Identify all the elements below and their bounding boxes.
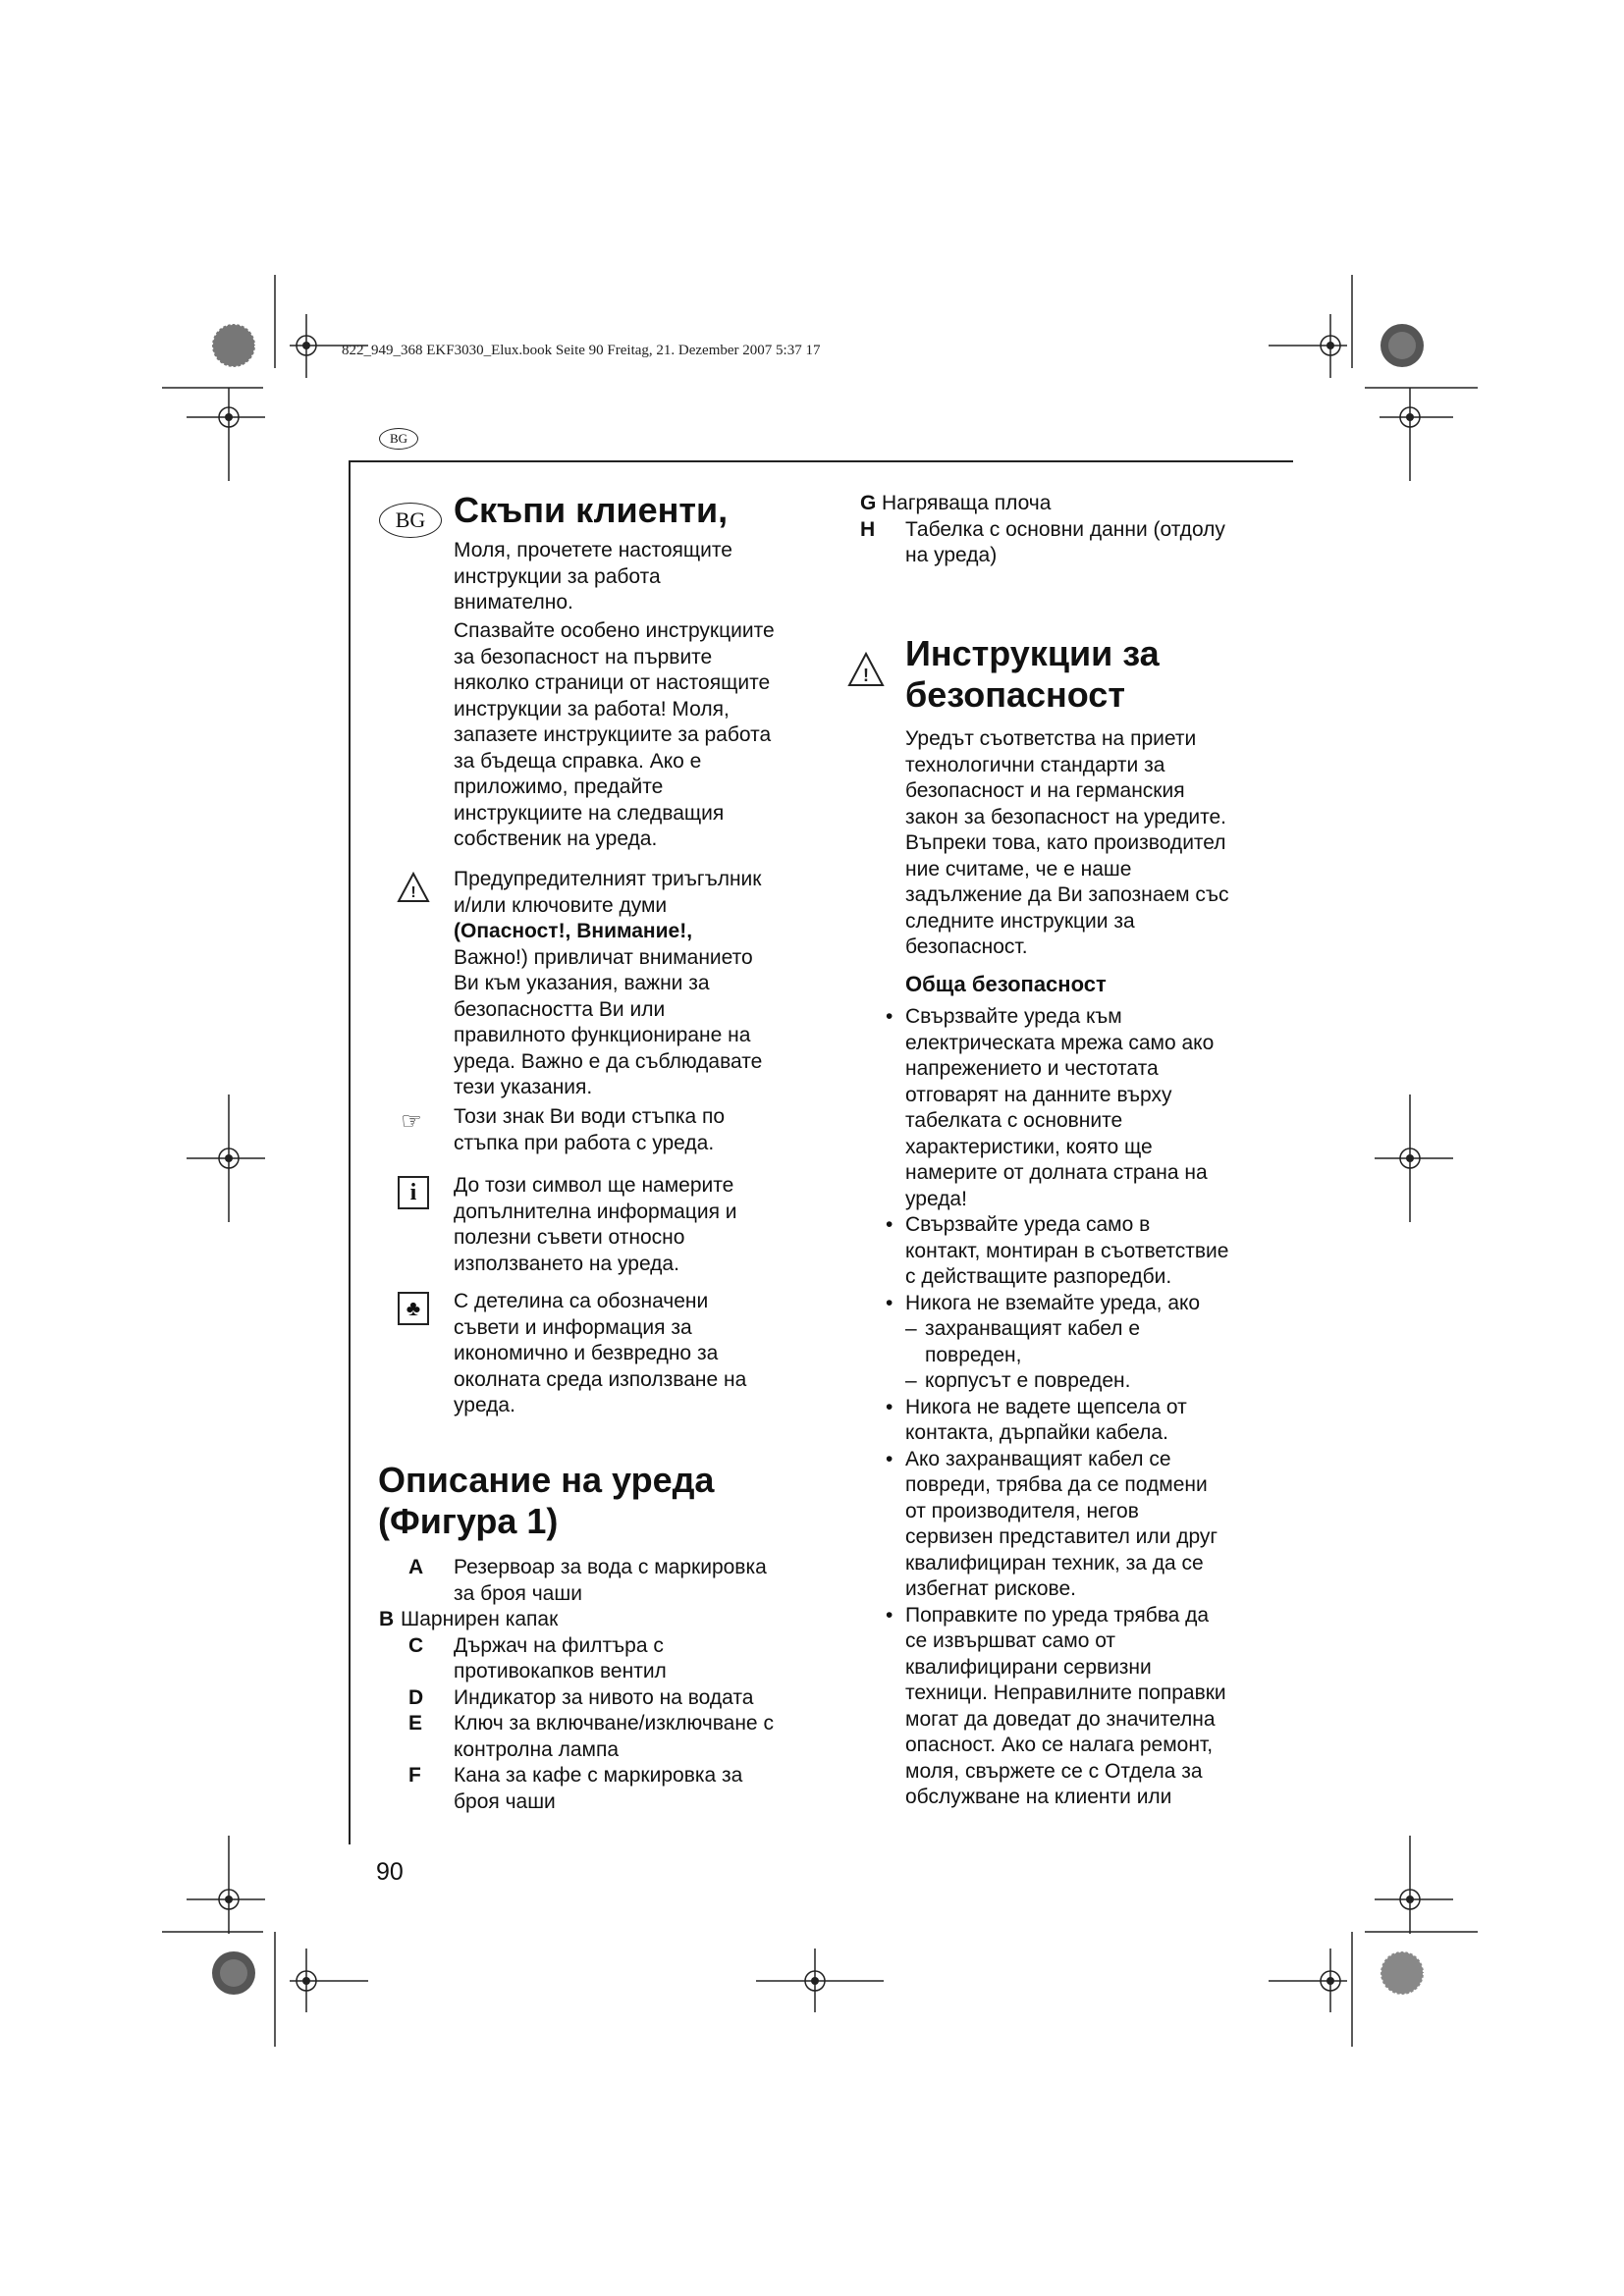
clover-icon: ♣: [398, 1292, 429, 1325]
left-rule: [349, 460, 351, 1844]
part-item: F Кана за кафе с маркировка за броя чаши: [408, 1764, 743, 1813]
part-item: G Нагряваща плоча: [860, 492, 1052, 514]
part-item: C Държач на филтъра с противокапков вентил: [408, 1633, 667, 1682]
parts-list-left: [379, 1555, 821, 1815]
info-paragraph: До този символ ще намерите допълнителна информация и полезни съвети относно използването на уреда.: [454, 1174, 737, 1275]
part-item: E Ключ за включване/изключване с контролна лампа: [408, 1712, 774, 1761]
part-item: B Шарнирен капак: [379, 1608, 559, 1630]
general-safety-heading: Обща безопасност: [905, 972, 1107, 996]
part-item: A Резервоар за вода с маркировка за броя чаши: [408, 1556, 767, 1605]
intro-paragraph-2: Спазвайте особено инструкциите за безопасност на първите няколко страници от настоящите инструкции за работа! Моля, запазете инструкциите за работа за бъдеща справка. Ако е приложимо, предайте инструкциите на следващия собственик на уреда.: [454, 619, 775, 850]
bullet-item: • Никога не вадете щепсела от контакта, дърпайки кабела.: [886, 1395, 1187, 1444]
safety-bullets: [886, 1004, 1298, 1811]
language-tag: BG: [379, 428, 418, 450]
dash-item: – захранващият кабел е повреден,: [905, 1317, 1141, 1366]
bullet-item: • Свързвайте уреда към електрическата мрежа само ако напрежението и честотата отговарят на данните върху табелката с основните характеристики, която ще намерите от долната страна на уреда!: [886, 1005, 1215, 1210]
part-item: H Табелка с основни данни (отдолу на уреда): [860, 517, 1225, 566]
safety-intro: Уредът съответства на приети технологични стандарти за безопасност и на германския закон за безопасност на уредите. Въпреки това, като производител ние считаме, че е наше задължение да Ви запознаем със следните инструкции за безопасност.: [905, 727, 1229, 958]
intro-paragraph-1: Моля, прочетете настоящите инструкции за работа внимателно.: [454, 539, 732, 614]
bullet-item: • Никога не вземайте уреда, ако: [886, 1291, 1201, 1314]
svg-text:!: !: [863, 666, 869, 685]
parts-list-right: [860, 491, 1292, 569]
warning-triangle-icon: [846, 651, 886, 688]
part-item: D Индикатор за нивото на водата: [408, 1685, 754, 1709]
warning-triangle-icon: [397, 871, 430, 904]
safety-heading: Инструкции за безопасност: [905, 633, 1160, 715]
step-paragraph: Този знак Ви води стъпка по стъпка при работа с уреда.: [454, 1105, 726, 1154]
bullet-item: • Поправките по уреда трябва да се извършват само от квалифицирани сервизни техници. Неправилните поправки могат да доведат до значителна опасност. Ако се налага ремонт, моля, свържете се с Отдела за обслужване на клиенти или: [886, 1603, 1226, 1808]
page-title: Скъпи клиенти,: [454, 490, 729, 530]
bullet-item: • Свързвайте уреда само в контакт, монтиран в съответствие с действащите разпоредби.: [886, 1213, 1229, 1288]
file-info-line: 822_949_368 EKF3030_Elux.book Seite 90 Freitag, 21. Dezember 2007 5:37 17: [342, 343, 821, 358]
warning-paragraph: Предупредителният триъгълник и/или ключовите думи (Опасност!, Внимание!, Важно!) привличат вниманието Ви към указания, важни за безопасността Ви или правилното функциониране на уреда. Важно е да съблюдавате тези указания.: [454, 868, 763, 1098]
language-badge: BG: [379, 503, 442, 538]
svg-text:!: !: [410, 884, 416, 901]
info-icon: i: [398, 1176, 429, 1209]
top-rule: [349, 460, 1293, 462]
dash-item: – корпусът е повреден.: [905, 1369, 1131, 1392]
page-number: 90: [376, 1858, 404, 1886]
bullet-item: • Ако захранващият кабел се повреди, трябва да се подмени от производителя, негов сервизен представител или друг квалифициран техник, за да се избегнат рискове.: [886, 1447, 1218, 1600]
pointing-hand-icon: ☞: [401, 1108, 422, 1135]
description-heading: Описание на уреда (Фигура 1): [378, 1460, 715, 1541]
eco-paragraph: С детелина са обозначени съвети и информация за икономично и безвредно за околната среда използване на уреда.: [454, 1290, 747, 1416]
